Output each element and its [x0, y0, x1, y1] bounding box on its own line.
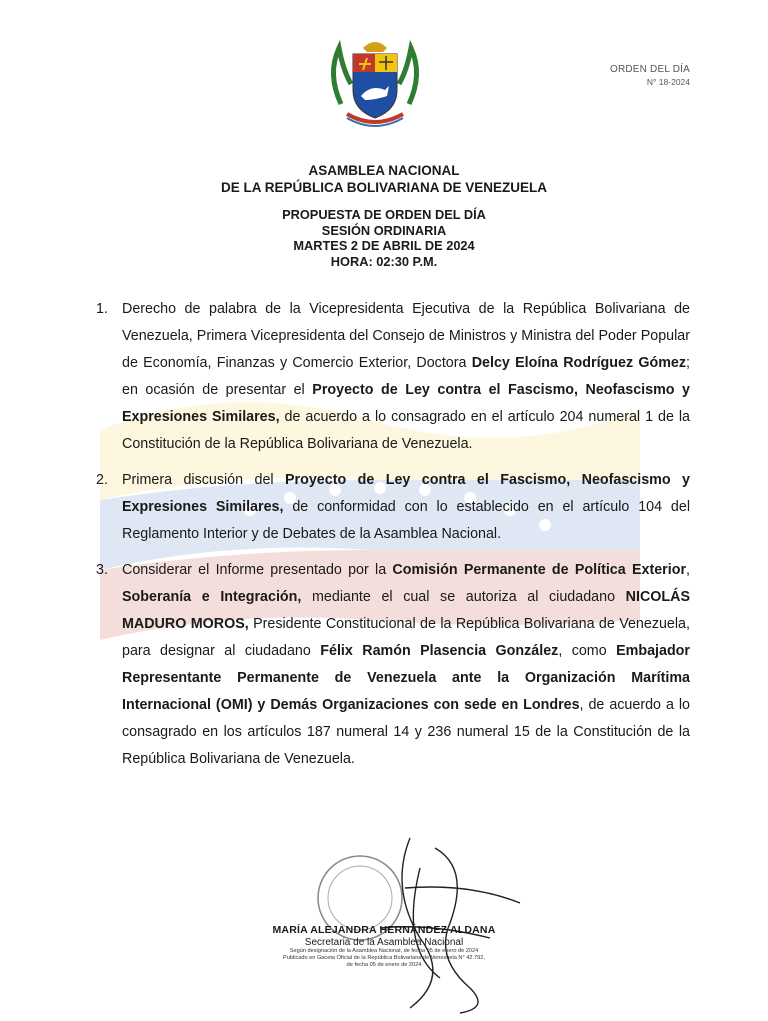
item-text: ,: [686, 562, 690, 578]
agenda-item: [96, 557, 690, 773]
item-text: de acuerdo a lo consagrado en el artículo 204 numeral 1 de la Constitución de la República Bolivariana de Venezuela.: [122, 409, 690, 452]
institution-line2: DE LA REPÚBLICA BOLIVARIANA DE VENEZUELA: [220, 180, 547, 195]
signature-stamp-icon: [260, 828, 560, 1018]
item-text: mediante el cual se autoriza al ciudadano: [301, 589, 626, 605]
item-text-bold: Embajador Representante Permanente de Venezuela ante la Organización Marítima Internacional (OMI) y Demás Organizaciones con sede en Londres: [122, 643, 690, 713]
item-text: , de acuerdo a lo consagrado en los artículos 187 numeral 14 y 236 numeral 15 de la Constitución de la República Bolivariana de Venezuela.: [122, 697, 690, 767]
order-reference: [610, 64, 690, 87]
item-text: Primera discusión del: [122, 472, 286, 488]
item-text-bold: NICOLÁS MADURO MOROS,: [122, 589, 690, 632]
institution-line1: ASAMBLEA NACIONAL: [308, 163, 460, 178]
session-heading: [0, 207, 768, 269]
item-text: Considerar el Informe presentado por la: [122, 562, 393, 578]
item-number: 3.: [96, 562, 108, 578]
signer-role: Secretaria de la Asamblea Nacional: [304, 937, 464, 948]
agenda-item: [96, 296, 690, 458]
signer-block: [0, 924, 768, 969]
reference-number: N° 18-2024: [646, 77, 690, 87]
agenda-item: [96, 467, 690, 548]
signer-note: de fecha 05 de enero de 2024: [346, 962, 422, 968]
session-date: MARTES 2 DE ABRIL DE 2024: [293, 238, 475, 253]
item-text-bold: Soberanía e Integración,: [122, 589, 302, 605]
session-type: SESIÓN ORDINARIA: [321, 222, 447, 238]
item-text-bold: Proyecto de Ley contra el Fascismo, Neofascismo y Expresiones Similares,: [122, 472, 690, 515]
item-text: Derecho de palabra de la Vicepresidenta Ejecutiva de la República Bolivariana de Venezuela, Primera Vicepresidenta del Consejo de Ministros y Ministra del Poder Popular de Economía, Finanzas y Comercio Exterior, Doctora: [122, 301, 690, 371]
coat-of-arms-icon: [323, 34, 427, 134]
session-title: PROPUESTA DE ORDEN DEL DÍA: [282, 207, 486, 222]
item-number: 1.: [96, 301, 108, 317]
item-text: ; en ocasión de presentar el: [122, 355, 690, 398]
item-text-bold: Proyecto de Ley contra el Fascismo, Neofascismo y Expresiones Similares,: [122, 382, 690, 425]
item-text-bold: Delcy Eloína Rodríguez Gómez: [471, 355, 687, 371]
item-text-bold: Félix Ramón Plasencia González: [320, 643, 559, 659]
reference-title: ORDEN DEL DÍA: [609, 64, 690, 75]
session-time: HORA: 02:30 P.M.: [330, 253, 438, 269]
institution-heading: [0, 162, 768, 196]
item-text: , como: [558, 643, 617, 659]
agenda-list: [96, 296, 690, 782]
signer-note: Publicado en Gaceta Oficial de la República Bolivariana de Venezuela N° 42.792,: [283, 955, 485, 961]
signer-note: Según designación de la Asamblea Nacional, de fecha 05 de enero de 2024: [289, 948, 479, 954]
item-text: Presidente Constitucional de la República Bolivariana de Venezuela, para designar al ciudadano: [122, 616, 690, 659]
item-number: 2.: [96, 472, 108, 488]
signer-name: MARÍA ALEJANDRA HERNÁNDEZ ALDANA: [272, 924, 496, 936]
item-text: de conformidad con lo establecido en el artículo 104 del Reglamento Interior y de Debates de la Asamblea Nacional.: [122, 499, 690, 542]
item-text-bold: Comisión Permanente de Política Exterior: [392, 562, 687, 578]
